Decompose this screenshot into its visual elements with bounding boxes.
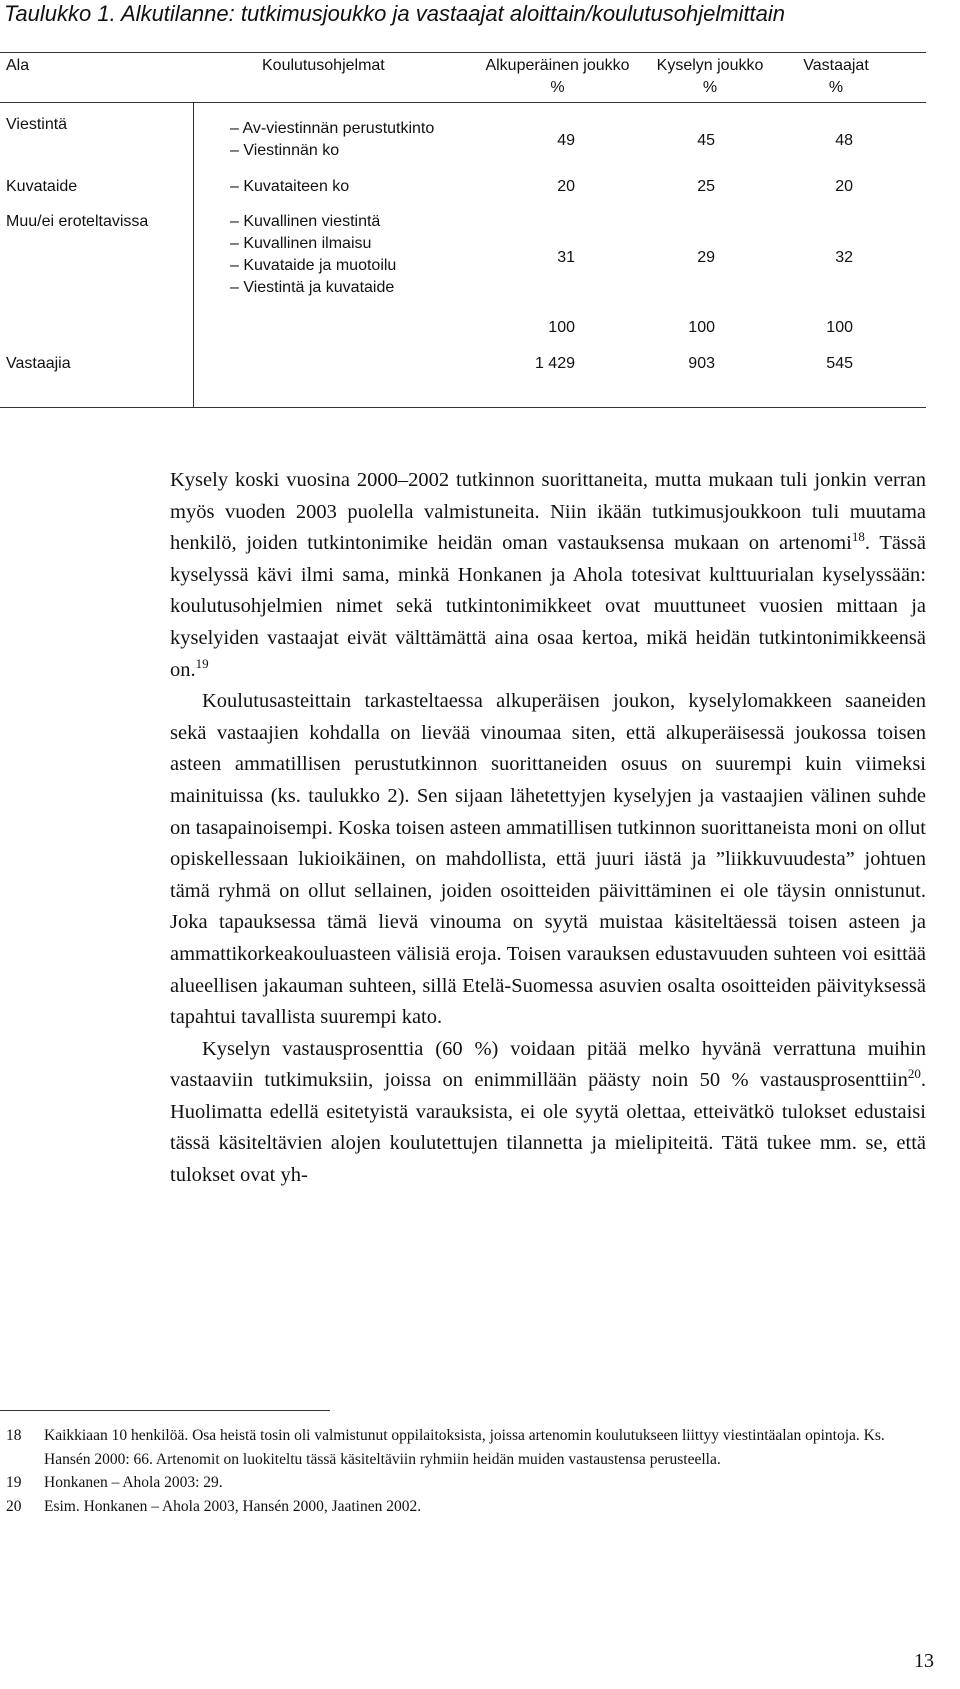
footnote: 20 Esim. Honkanen – Ahola 2003, Hansén 2000, Jaatinen 2002.: [6, 1497, 422, 1515]
data-table: [0, 52, 926, 408]
table-top-rule: [0, 52, 926, 53]
row-programs-viestinta: – Av-viestinnän perustutkinto – Viestinnän ko: [230, 120, 435, 159]
body-text: [170, 465, 926, 1192]
footnote-ref: 20: [907, 1066, 921, 1082]
row-programs-muu: – Kuvallinen viestintä – Kuvallinen ilmaisu – Kuvataide ja muotoilu – Viestintä ja kuvataide: [230, 213, 397, 296]
row-programs-kuvataide: – Kuvataiteen ko: [230, 178, 350, 195]
count-original: 1 429: [534, 355, 575, 372]
header-ala: Ala: [6, 57, 30, 74]
table-header-rule: [0, 102, 926, 103]
footnote: 19 Honkanen – Ahola 2003: 29.: [6, 1474, 223, 1491]
paragraph: Kysely koski vuosina 2000–2002 tutkinnon suorittaneita, mutta mukaan tuli jonkin verran myös vuoden 2003 puolella valmistuneita. Niin ikään tutkimusjoukkoon tuli muutama henkilö, joiden tutkintonimike heidän oman vastauksensa mukaan on artenomi$^{18}$. Tässä kyselyssä kävi ilmi sama, minkä Honkanen ja Ahola totesivat kulttuurialan kyselyssään: koulutusohjelmien nimet sekä tutkintonimikkeet ovat muuttuneet vuosien mittaan ja kyselyiden vastaajat eivät välttämättä aina osaa kertoa, mikä heidän tutkintonimikkeensä on.$^{19}$: [170, 469, 926, 681]
header-survey: Kyselyn joukko %: [656, 57, 764, 96]
footnote-ref: 19: [195, 655, 209, 671]
paragraph: Koulutusasteittain tarkasteltaessa alkuperäisen joukon, kyselylomakkeen saaneiden sekä vastaajien kohdalla on lievää vinoumaa siten, että alkuperäisessä joukossa toisen asteen ammatillisen perustutkinnon suorittaneiden osuus on suurempi kuin viimeksi mainituissa (ks. taulukko 2). Sen sijaan lähetettyjen kyselyjen ja vastaajien välinen suhde on tasapainoisempi. Koska toisen asteen ammatillisen tutkinnon suorittaneista moni on ollut opiskellessaan lukioikäinen, on mahdollista, että juuri iästä ja ”liikkuvuudesta” johtuen tämä ryhmä on ollut sellainen, joiden osoitteiden päivittäminen ei ole täysin onnistunut. Joka tapauksessa tämä lievä vinouma on syytä muistaa käsiteltäessä toisen asteen ja ammattikorkeakouluasteen välisiä eroja. Toisen varauksen edustavuuden suhteen voi esittää alueellisen jakauman suhteen, sillä Etelä-Suomessa asuvien osalta osoitteiden päivityksessä tapahtui tavallista suurempi kato.: [170, 690, 926, 1029]
table-bottom-rule: [0, 407, 926, 408]
cell-survey: 45: [697, 132, 715, 149]
cell-original: 31: [557, 249, 575, 266]
table-column-divider: [193, 102, 194, 407]
table-caption: Taulukko 1. Alkutilanne: tutkimusjoukko ja vastaajat aloittain/koulutusohjelmittain: [4, 1, 786, 26]
cell-survey: 29: [697, 249, 715, 266]
header-original: Alkuperäinen joukko %: [485, 57, 630, 96]
cell-respondents: 20: [835, 178, 853, 195]
header-respondents: Vastaajat %: [803, 57, 869, 96]
paragraph: Kyselyn vastausprosenttia (60 %) voidaan pitää melko hyvänä verrattuna muihin vastaaviin tutkimuksiin, joissa on enimmillään päästy noin 50 % vastausprosenttiin$^{20}$. Huolimatta edellä esitetyistä varauksista, ei ole syytä olettaa, etteivätkö tulokset edustaisi tässä käsiteltävien alojen koulutettujen tilannetta ja mielipiteitä. Tätä tukee mm. se, että tulokset ovat yh-: [170, 1037, 926, 1187]
total-survey: 100: [688, 319, 715, 336]
row-field-viestinta: Viestintä: [6, 116, 68, 133]
count-respondents: 545: [826, 355, 853, 372]
total-original: 100: [548, 319, 575, 336]
page-number: 13: [914, 1650, 934, 1672]
cell-original: 49: [557, 132, 575, 149]
total-respondents: 100: [826, 319, 853, 336]
cell-respondents: 48: [835, 132, 853, 149]
count-survey: 903: [688, 355, 715, 372]
footnotes: [0, 1424, 926, 1518]
footnote-separator: [0, 1410, 330, 1411]
row-field-muu: Muu/ei eroteltavissa: [6, 213, 149, 230]
cell-respondents: 32: [835, 249, 853, 266]
cell-original: 20: [557, 178, 575, 195]
footnote-ref: 18: [851, 529, 865, 545]
counts-label: Vastaajia: [6, 355, 71, 372]
header-programs: Koulutusohjelmat: [262, 57, 385, 74]
cell-survey: 25: [697, 178, 715, 195]
row-field-kuvataide: Kuvataide: [6, 178, 78, 195]
footnote: 18 Kaikkiaan 10 henkilöä. Osa heistä tosin oli valmistunut oppilaitoksista, joissa artenomin koulutukseen liittyy viestintäalan opintoja. Ks. Hansén 2000: 66. Artenomit on luokiteltu tässä käsiteltäviin ryhmiin heidän muiden vastaustensa perusteella.: [6, 1427, 885, 1468]
